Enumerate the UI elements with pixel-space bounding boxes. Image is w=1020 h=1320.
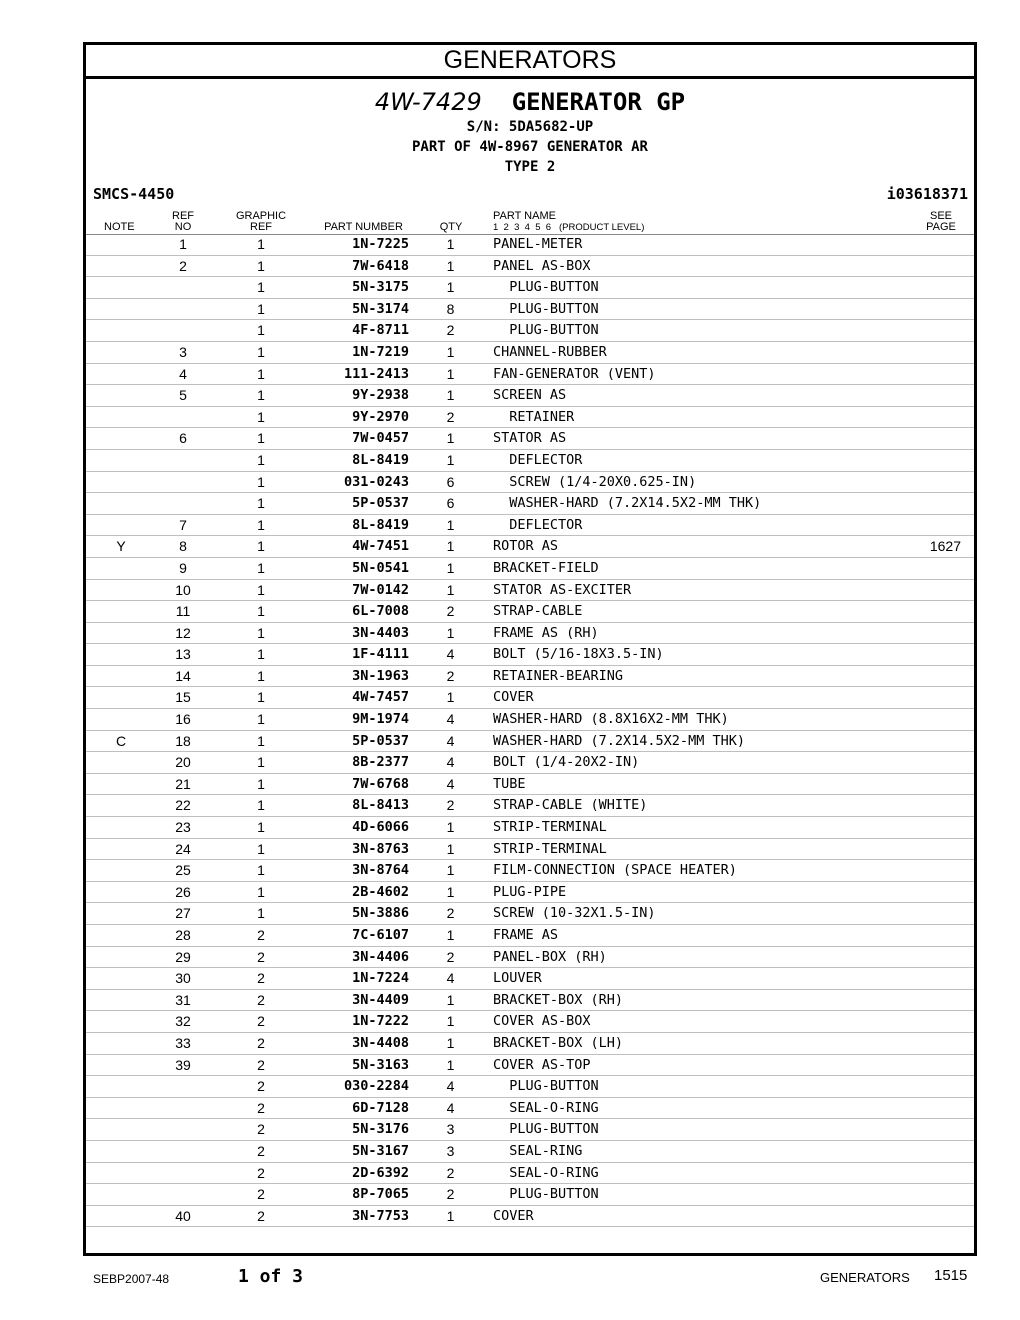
row-part-name: BRACKET-BOX (LH) bbox=[493, 1034, 624, 1051]
table-row bbox=[86, 860, 974, 882]
row-ref-no: 25 bbox=[175, 862, 191, 879]
row-graphic-ref: 2 bbox=[257, 1207, 265, 1224]
row-graphic-ref: 1 bbox=[257, 667, 265, 684]
row-graphic-ref: 1 bbox=[257, 559, 265, 576]
row-part-number: 3N-8763 bbox=[352, 840, 409, 857]
row-qty: 2 bbox=[446, 1186, 455, 1203]
row-part-number: 1N-7219 bbox=[352, 343, 409, 360]
row-part-number: 5N-3176 bbox=[352, 1121, 409, 1138]
row-ref-no: 30 bbox=[175, 970, 191, 987]
header-part-number: PART NUMBER bbox=[324, 221, 403, 233]
row-qty: 1 bbox=[446, 430, 455, 447]
table-row bbox=[86, 342, 974, 364]
row-graphic-ref: 1 bbox=[257, 430, 265, 447]
row-part-name: RETAINER bbox=[493, 408, 575, 425]
table-row bbox=[86, 839, 974, 861]
row-ref-no: 15 bbox=[175, 689, 191, 706]
row-qty: 4 bbox=[446, 775, 455, 792]
row-part-name: COVER bbox=[493, 1207, 534, 1224]
row-part-name: STATOR AS-EXCITER bbox=[493, 581, 632, 598]
row-part-name: FILM-CONNECTION (SPACE HEATER) bbox=[493, 862, 737, 879]
row-graphic-ref: 2 bbox=[257, 1034, 265, 1051]
row-graphic-ref: 2 bbox=[257, 1186, 265, 1203]
row-ref-no: 24 bbox=[175, 840, 191, 857]
footer-page-of: 1 of 3 bbox=[238, 1266, 304, 1287]
row-part-name: STRAP-CABLE (WHITE) bbox=[493, 797, 648, 814]
row-part-number: 5N-3175 bbox=[352, 279, 409, 296]
row-part-number: 5N-0541 bbox=[352, 559, 409, 576]
table-row bbox=[86, 709, 974, 731]
row-graphic-ref: 1 bbox=[257, 581, 265, 598]
row-part-name: SCREEN AS bbox=[493, 387, 567, 404]
row-qty: 6 bbox=[446, 473, 455, 490]
row-graphic-ref: 1 bbox=[257, 646, 265, 663]
row-qty: 6 bbox=[446, 495, 455, 512]
row-graphic-ref: 1 bbox=[257, 711, 265, 728]
row-part-name: PLUG-BUTTON bbox=[493, 322, 599, 339]
row-part-number: 7W-0142 bbox=[352, 581, 409, 598]
header-graphic-top: GRAPHIC bbox=[235, 210, 287, 222]
row-ref-no: 23 bbox=[175, 819, 191, 836]
header-note: NOTE bbox=[104, 221, 135, 233]
table-row bbox=[86, 256, 974, 278]
row-graphic-ref: 1 bbox=[257, 538, 265, 555]
group-name: GENERATOR GP bbox=[511, 88, 686, 116]
row-part-name: WASHER-HARD (8.8X16X2-MM THK) bbox=[493, 711, 729, 728]
row-qty: 1 bbox=[446, 819, 455, 836]
row-qty: 2 bbox=[446, 797, 455, 814]
table-row bbox=[86, 558, 974, 580]
table-row bbox=[86, 947, 974, 969]
table-row bbox=[86, 666, 974, 688]
row-part-number: 3N-4409 bbox=[352, 991, 409, 1008]
row-part-number: 1F-4111 bbox=[352, 646, 409, 663]
table-row bbox=[86, 752, 974, 774]
row-qty: 4 bbox=[446, 1078, 455, 1095]
header-ref-top: REF bbox=[172, 210, 194, 222]
row-ref-no: 18 bbox=[175, 732, 191, 749]
row-graphic-ref: 2 bbox=[257, 1121, 265, 1138]
row-qty: 3 bbox=[446, 1121, 455, 1138]
table-row bbox=[86, 795, 974, 817]
row-graphic-ref: 2 bbox=[257, 1056, 265, 1073]
row-ref-no: 4 bbox=[179, 365, 187, 382]
row-graphic-ref: 2 bbox=[257, 991, 265, 1008]
row-qty: 4 bbox=[446, 970, 455, 987]
row-part-name: PLUG-BUTTON bbox=[493, 1186, 599, 1203]
row-qty: 2 bbox=[446, 408, 455, 425]
row-part-name: PANEL-METER bbox=[493, 236, 583, 252]
row-ref-no: 3 bbox=[179, 343, 187, 360]
row-part-name: WASHER-HARD (7.2X14.5X2-MM THK) bbox=[493, 732, 745, 749]
row-ref-no: 31 bbox=[175, 991, 191, 1008]
row-qty: 2 bbox=[446, 905, 455, 922]
row-qty: 2 bbox=[446, 322, 455, 339]
table-row bbox=[86, 1098, 974, 1120]
row-part-name: COVER AS-TOP bbox=[493, 1056, 591, 1073]
smcs-code: SMCS-4450 bbox=[93, 185, 175, 203]
row-qty: 1 bbox=[446, 343, 455, 360]
row-graphic-ref: 1 bbox=[257, 495, 265, 512]
table-row bbox=[86, 1119, 974, 1141]
row-part-number: 5N-3167 bbox=[352, 1142, 409, 1159]
table-row bbox=[86, 234, 974, 256]
row-qty: 4 bbox=[446, 754, 455, 771]
header-qty: QTY bbox=[439, 221, 463, 233]
row-part-name: COVER bbox=[493, 689, 534, 706]
row-qty: 1 bbox=[446, 516, 455, 533]
row-ref-no: 32 bbox=[175, 1013, 191, 1030]
row-qty: 1 bbox=[446, 538, 455, 555]
footer-page-number: 1515 bbox=[934, 1267, 968, 1284]
row-part-name: STRAP-CABLE bbox=[493, 603, 583, 620]
row-graphic-ref: 1 bbox=[257, 408, 265, 425]
row-part-name: RETAINER-BEARING bbox=[493, 667, 624, 684]
row-ref-no: 16 bbox=[175, 711, 191, 728]
row-graphic-ref: 1 bbox=[257, 905, 265, 922]
row-graphic-ref: 1 bbox=[257, 840, 265, 857]
section-title: GENERATORS bbox=[86, 45, 974, 79]
row-part-number: 7W-0457 bbox=[352, 430, 409, 447]
row-graphic-ref: 1 bbox=[257, 754, 265, 771]
row-graphic-ref: 2 bbox=[257, 1142, 265, 1159]
row-part-number: 8B-2377 bbox=[352, 754, 409, 771]
row-part-number: 5N-3174 bbox=[352, 300, 409, 317]
row-graphic-ref: 1 bbox=[257, 387, 265, 404]
table-row bbox=[86, 1163, 974, 1185]
row-part-name: SEAL-O-RING bbox=[493, 1099, 599, 1116]
group-title bbox=[86, 87, 974, 117]
row-graphic-ref: 1 bbox=[257, 365, 265, 382]
row-graphic-ref: 1 bbox=[257, 236, 265, 252]
row-part-number: 1N-7222 bbox=[352, 1013, 409, 1030]
row-ref-no: 33 bbox=[175, 1034, 191, 1051]
row-ref-no: 22 bbox=[175, 797, 191, 814]
header-see-top: SEE bbox=[929, 210, 952, 222]
row-qty: 4 bbox=[446, 1099, 455, 1116]
parts-table-body bbox=[86, 234, 974, 1227]
row-ref-no: 40 bbox=[175, 1207, 191, 1224]
row-graphic-ref: 1 bbox=[257, 797, 265, 814]
row-part-name: STRIP-TERMINAL bbox=[493, 819, 607, 836]
table-row bbox=[86, 493, 974, 515]
header-see-bottom: PAGE bbox=[926, 221, 956, 233]
row-part-number: 9M-1974 bbox=[352, 711, 409, 728]
row-ref-no: 13 bbox=[175, 646, 191, 663]
table-row bbox=[86, 601, 974, 623]
row-qty: 4 bbox=[446, 732, 455, 749]
row-part-number: 5N-3163 bbox=[352, 1056, 409, 1073]
table-row bbox=[86, 407, 974, 429]
row-part-number: 4W-7457 bbox=[352, 689, 409, 706]
serial-number: S/N: 5DA5682-UP bbox=[466, 119, 594, 135]
row-part-number: 3N-8764 bbox=[352, 862, 409, 879]
row-ref-no: 9 bbox=[179, 559, 187, 576]
row-part-number: 7W-6768 bbox=[352, 775, 409, 792]
row-qty: 1 bbox=[446, 365, 455, 382]
row-graphic-ref: 2 bbox=[257, 1164, 265, 1181]
row-ref-no: 27 bbox=[175, 905, 191, 922]
row-qty: 1 bbox=[446, 387, 455, 404]
row-part-name: PLUG-PIPE bbox=[493, 883, 567, 900]
row-part-name: BOLT (1/4-20X2-IN) bbox=[493, 754, 640, 771]
table-row bbox=[86, 774, 974, 796]
row-part-name: PANEL AS-BOX bbox=[493, 257, 591, 274]
row-ref-no: 28 bbox=[175, 927, 191, 943]
header-graphic-bottom: REF bbox=[250, 221, 272, 233]
table-row bbox=[86, 450, 974, 472]
row-part-number: 2B-4602 bbox=[352, 883, 409, 900]
row-part-number: 7C-6107 bbox=[352, 927, 409, 943]
row-part-number: 7W-6418 bbox=[352, 257, 409, 274]
row-part-number: 5P-0537 bbox=[352, 495, 409, 512]
row-graphic-ref: 1 bbox=[257, 883, 265, 900]
row-graphic-ref: 1 bbox=[257, 257, 265, 274]
row-part-number: 3N-4403 bbox=[352, 624, 409, 641]
footer-doc-id: SEBP2007-48 bbox=[93, 1272, 170, 1286]
row-part-name: DEFLECTOR bbox=[493, 451, 583, 468]
table-row bbox=[86, 1141, 974, 1163]
row-part-name: LOUVER bbox=[493, 970, 542, 987]
row-part-number: 2D-6392 bbox=[352, 1164, 409, 1181]
row-qty: 1 bbox=[446, 236, 455, 252]
table-row bbox=[86, 903, 974, 925]
table-row bbox=[86, 1011, 974, 1033]
parts-list-frame bbox=[83, 42, 977, 1256]
table-row bbox=[86, 536, 974, 558]
row-part-number: 3N-7753 bbox=[352, 1207, 409, 1224]
row-graphic-ref: 1 bbox=[257, 689, 265, 706]
row-graphic-ref: 1 bbox=[257, 279, 265, 296]
table-row bbox=[86, 1206, 974, 1228]
row-part-name: BRACKET-FIELD bbox=[493, 559, 599, 576]
row-part-name: SCREW (10-32X1.5-IN) bbox=[493, 905, 656, 922]
row-ref-no: 11 bbox=[175, 603, 191, 620]
row-qty: 2 bbox=[446, 948, 455, 965]
row-graphic-ref: 1 bbox=[257, 322, 265, 339]
row-ref-no: 26 bbox=[175, 883, 191, 900]
row-qty: 1 bbox=[446, 279, 455, 296]
row-part-name: STATOR AS bbox=[493, 430, 567, 447]
row-graphic-ref: 2 bbox=[257, 970, 265, 987]
row-qty: 1 bbox=[446, 559, 455, 576]
row-part-number: 4D-6066 bbox=[352, 819, 409, 836]
table-row bbox=[86, 968, 974, 990]
row-part-name: SEAL-O-RING bbox=[493, 1164, 599, 1181]
row-qty: 1 bbox=[446, 689, 455, 706]
row-ref-no: 21 bbox=[175, 775, 191, 792]
row-qty: 4 bbox=[446, 646, 455, 663]
row-part-name: ROTOR AS bbox=[493, 538, 559, 555]
group-part-number: 4W-7429 bbox=[374, 88, 482, 116]
row-part-name: COVER AS-BOX bbox=[493, 1013, 591, 1030]
row-part-name: CHANNEL-RUBBER bbox=[493, 343, 607, 360]
row-part-number: 3N-1963 bbox=[352, 667, 409, 684]
illustration-id: i03618371 bbox=[886, 185, 968, 203]
row-part-name: FAN-GENERATOR (VENT) bbox=[493, 365, 656, 382]
table-row bbox=[86, 1184, 974, 1206]
row-ref-no: 2 bbox=[179, 257, 187, 274]
header-product-levels: 1 2 3 4 5 6 (PRODUCT LEVEL) bbox=[493, 222, 645, 233]
row-qty: 1 bbox=[446, 1034, 455, 1051]
row-qty: 1 bbox=[446, 927, 455, 943]
row-qty: 1 bbox=[446, 991, 455, 1008]
row-ref-no: 10 bbox=[175, 581, 191, 598]
row-part-name: BOLT (5/16-18X3.5-IN) bbox=[493, 646, 664, 663]
row-qty: 1 bbox=[446, 1013, 455, 1030]
row-graphic-ref: 1 bbox=[257, 603, 265, 620]
row-part-number: 8P-7065 bbox=[352, 1186, 409, 1203]
row-qty: 1 bbox=[446, 862, 455, 879]
row-ref-no: 29 bbox=[175, 948, 191, 965]
row-graphic-ref: 1 bbox=[257, 624, 265, 641]
table-row bbox=[86, 580, 974, 602]
row-qty: 1 bbox=[446, 451, 455, 468]
row-note: Y bbox=[116, 538, 126, 555]
row-ref-no: 20 bbox=[175, 754, 191, 771]
row-part-number: 031-0243 bbox=[343, 473, 409, 490]
row-qty: 4 bbox=[446, 711, 455, 728]
footer-section: GENERATORS bbox=[820, 1270, 910, 1285]
row-ref-no: 8 bbox=[179, 538, 187, 555]
row-part-number: 8L-8419 bbox=[352, 516, 409, 533]
table-row bbox=[86, 731, 974, 753]
row-part-name: SCREW (1/4-20X0.625-IN) bbox=[493, 473, 697, 490]
row-graphic-ref: 1 bbox=[257, 451, 265, 468]
table-row bbox=[86, 644, 974, 666]
table-row bbox=[86, 882, 974, 904]
table-row bbox=[86, 364, 974, 386]
header-ref-bottom: NO bbox=[174, 221, 192, 233]
row-part-name: DEFLECTOR bbox=[493, 516, 583, 533]
table-row bbox=[86, 428, 974, 450]
row-part-number: 3N-4406 bbox=[352, 948, 409, 965]
table-row bbox=[86, 990, 974, 1012]
table-row bbox=[86, 1055, 974, 1077]
row-part-number: 5N-3886 bbox=[352, 905, 409, 922]
table-row bbox=[86, 385, 974, 407]
row-part-name: FRAME AS (RH) bbox=[493, 624, 599, 641]
row-part-number: 030-2284 bbox=[343, 1078, 409, 1095]
row-graphic-ref: 1 bbox=[257, 862, 265, 879]
row-part-number: 4W-7451 bbox=[352, 538, 409, 555]
row-part-number: 8L-8419 bbox=[352, 451, 409, 468]
table-row bbox=[86, 472, 974, 494]
table-row bbox=[86, 925, 974, 947]
row-graphic-ref: 2 bbox=[257, 1099, 265, 1116]
row-graphic-ref: 2 bbox=[257, 1078, 265, 1095]
row-part-number: 9Y-2938 bbox=[352, 387, 409, 404]
table-row bbox=[86, 623, 974, 645]
row-part-name: WASHER-HARD (7.2X14.5X2-MM THK) bbox=[493, 495, 762, 512]
row-graphic-ref: 2 bbox=[257, 927, 265, 943]
row-ref-no: 12 bbox=[175, 624, 191, 641]
row-qty: 2 bbox=[446, 1164, 455, 1181]
row-ref-no: 39 bbox=[175, 1056, 191, 1073]
row-ref-no: 6 bbox=[179, 430, 187, 447]
row-part-name: PANEL-BOX (RH) bbox=[493, 948, 607, 965]
row-qty: 1 bbox=[446, 1056, 455, 1073]
row-graphic-ref: 2 bbox=[257, 1013, 265, 1030]
row-qty: 1 bbox=[446, 581, 455, 598]
row-part-number: 8L-8413 bbox=[352, 797, 409, 814]
row-graphic-ref: 1 bbox=[257, 343, 265, 360]
row-part-name: STRIP-TERMINAL bbox=[493, 840, 607, 857]
row-graphic-ref: 1 bbox=[257, 775, 265, 792]
row-ref-no: 7 bbox=[179, 516, 187, 533]
row-graphic-ref: 1 bbox=[257, 516, 265, 533]
row-qty: 3 bbox=[446, 1142, 455, 1159]
row-part-number: 3N-4408 bbox=[352, 1034, 409, 1051]
row-graphic-ref: 2 bbox=[257, 948, 265, 965]
row-qty: 1 bbox=[446, 257, 455, 274]
table-row bbox=[86, 1033, 974, 1055]
row-qty: 1 bbox=[446, 883, 455, 900]
row-graphic-ref: 1 bbox=[257, 300, 265, 317]
row-part-name: TUBE bbox=[493, 775, 526, 792]
table-row bbox=[86, 320, 974, 342]
row-qty: 2 bbox=[446, 667, 455, 684]
row-part-name: PLUG-BUTTON bbox=[493, 279, 599, 296]
row-note: C bbox=[115, 732, 127, 749]
row-part-number: 6L-7008 bbox=[352, 603, 409, 620]
row-part-name: SEAL-RING bbox=[493, 1142, 583, 1159]
table-row bbox=[86, 277, 974, 299]
row-qty: 1 bbox=[446, 1207, 455, 1224]
table-row bbox=[86, 299, 974, 321]
table-row bbox=[86, 817, 974, 839]
row-part-name: PLUG-BUTTON bbox=[493, 1078, 599, 1095]
row-graphic-ref: 1 bbox=[257, 819, 265, 836]
row-qty: 8 bbox=[446, 300, 455, 317]
part-of: PART OF 4W-8967 GENERATOR AR bbox=[411, 139, 648, 155]
row-part-name: PLUG-BUTTON bbox=[493, 300, 599, 317]
row-see-page: 1627 bbox=[929, 538, 961, 555]
row-part-number: 9Y-2970 bbox=[352, 408, 409, 425]
row-part-number: 5P-0537 bbox=[352, 732, 409, 749]
row-graphic-ref: 1 bbox=[257, 473, 265, 490]
row-qty: 1 bbox=[446, 624, 455, 641]
row-ref-no: 5 bbox=[179, 387, 187, 404]
row-part-number: 1N-7225 bbox=[352, 236, 409, 252]
row-qty: 2 bbox=[446, 603, 455, 620]
table-row bbox=[86, 687, 974, 709]
row-part-number: 111-2413 bbox=[343, 365, 409, 382]
row-graphic-ref: 1 bbox=[257, 732, 265, 749]
row-part-number: 6D-7128 bbox=[352, 1099, 409, 1116]
table-row bbox=[86, 1076, 974, 1098]
row-part-name: BRACKET-BOX (RH) bbox=[493, 991, 624, 1008]
row-part-number: 4F-8711 bbox=[352, 322, 409, 339]
table-row bbox=[86, 515, 974, 537]
row-ref-no: 14 bbox=[175, 667, 191, 684]
row-part-name: FRAME AS bbox=[493, 927, 559, 943]
row-part-number: 1N-7224 bbox=[352, 970, 409, 987]
type-label: TYPE 2 bbox=[504, 159, 556, 175]
row-part-name: PLUG-BUTTON bbox=[493, 1121, 599, 1138]
header-part-name: PART NAME bbox=[493, 210, 556, 222]
row-ref-no: 1 bbox=[179, 236, 187, 252]
row-qty: 1 bbox=[446, 840, 455, 857]
